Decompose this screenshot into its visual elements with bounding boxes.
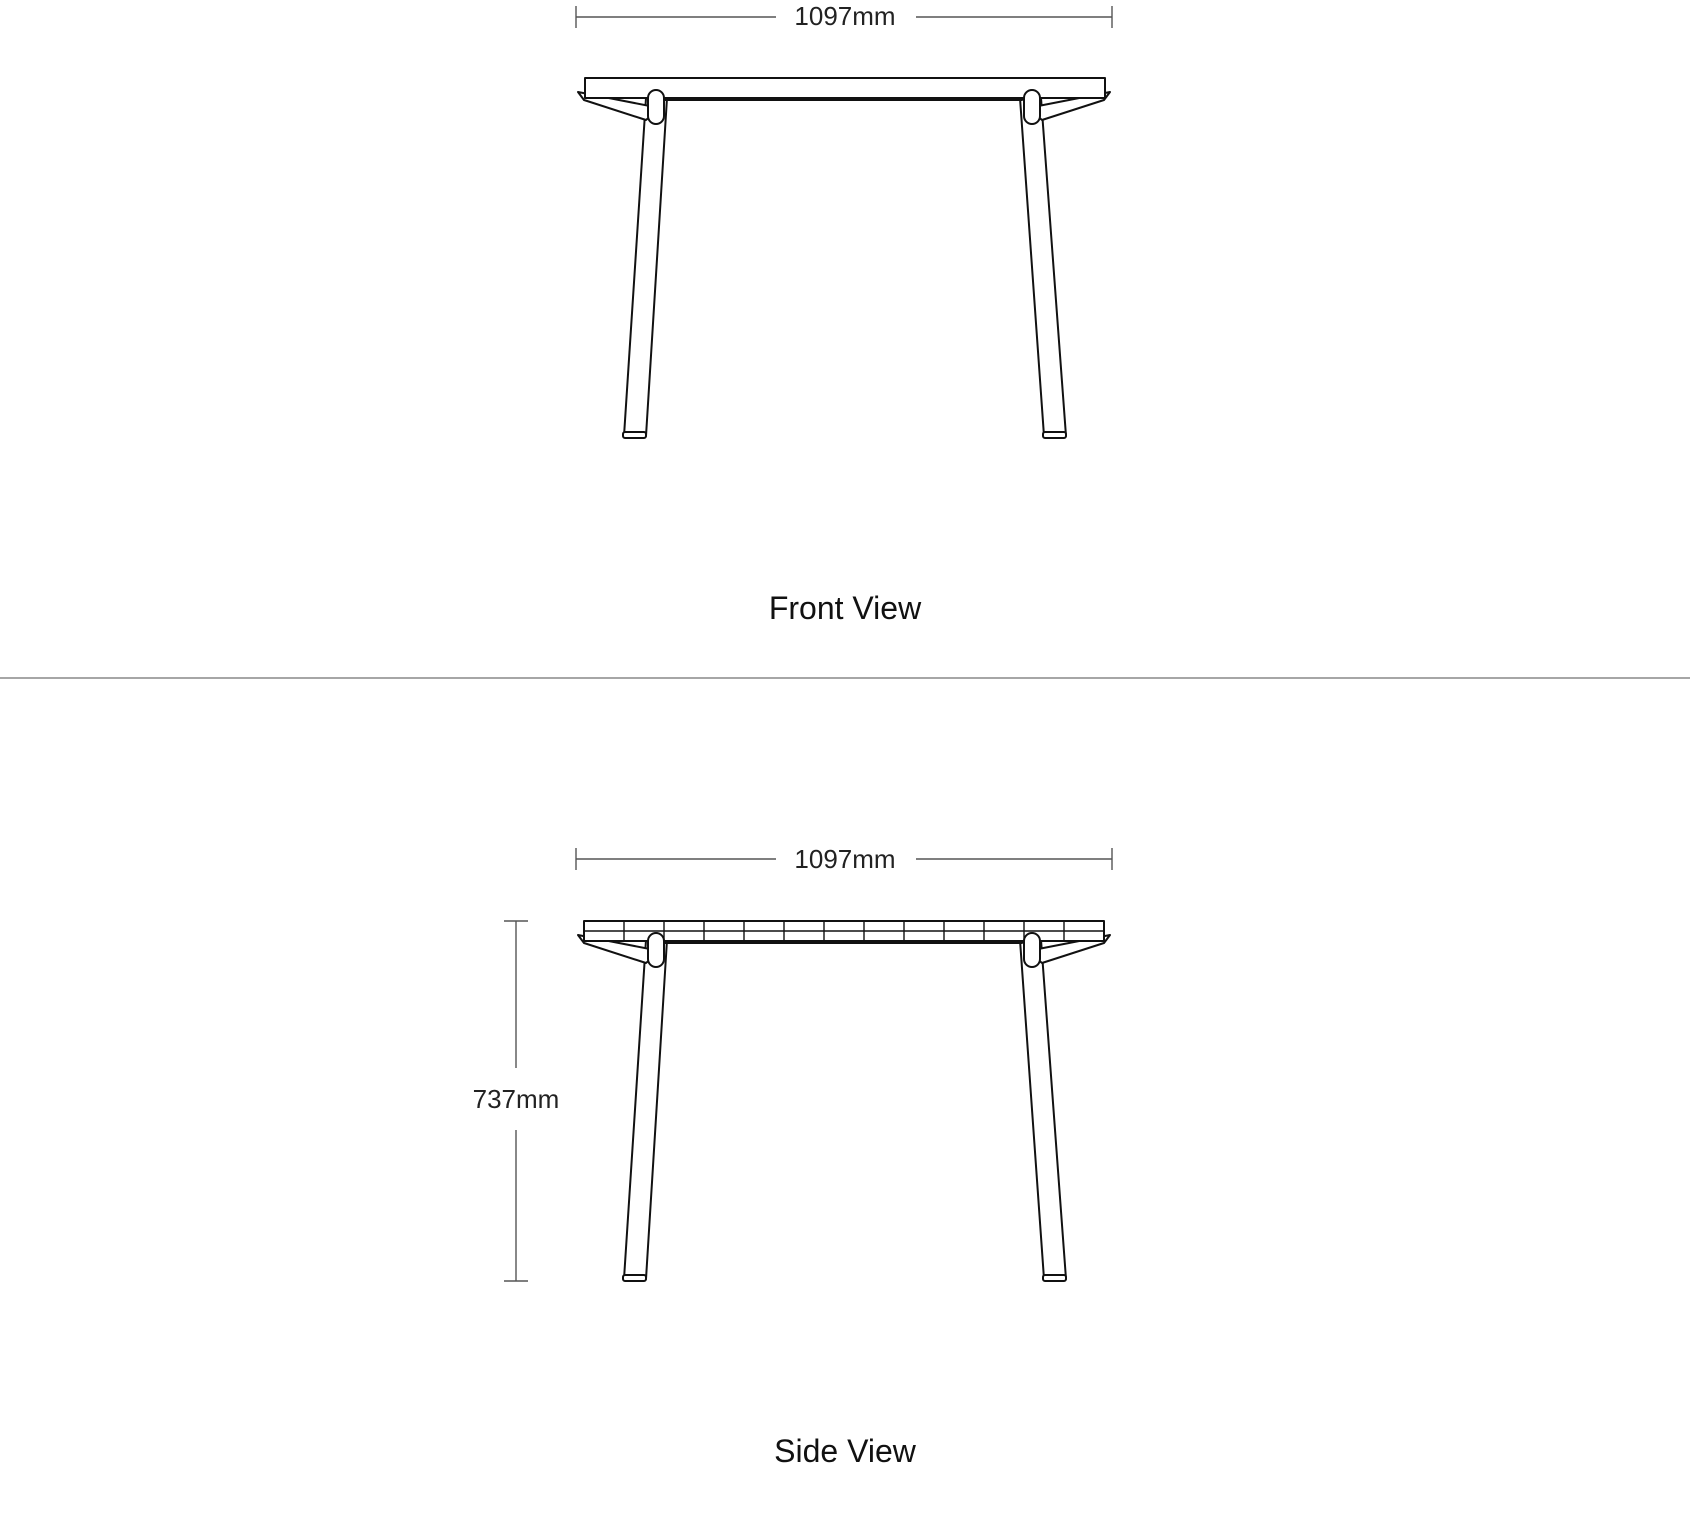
side-table: [578, 921, 1110, 1281]
side-height-label: 737mm: [472, 1084, 560, 1114]
front-right-leg: [1020, 98, 1066, 436]
side-view-caption: Side View: [774, 1433, 916, 1469]
front-left-dowel: [648, 90, 664, 124]
side-width-dimension: [576, 844, 1112, 874]
side-right-leg: [1020, 940, 1066, 1279]
side-height-dimension: [473, 921, 560, 1281]
front-width-dimension: [576, 1, 1112, 31]
front-left-foot: [623, 432, 646, 438]
side-left-leg: [624, 940, 667, 1279]
front-view: [576, 1, 1112, 626]
side-right-foot: [1043, 1275, 1066, 1281]
front-right-dowel: [1024, 90, 1040, 124]
front-width-label: 1097mm: [794, 1, 896, 31]
side-left-dowel: [648, 933, 664, 967]
side-width-label: 1097mm: [794, 844, 896, 874]
front-right-foot: [1043, 432, 1066, 438]
side-view: [473, 844, 1112, 1469]
side-left-foot: [623, 1275, 646, 1281]
side-right-dowel: [1024, 933, 1040, 967]
front-table: [578, 78, 1110, 438]
front-left-leg: [624, 98, 667, 436]
front-view-caption: Front View: [768, 590, 922, 626]
